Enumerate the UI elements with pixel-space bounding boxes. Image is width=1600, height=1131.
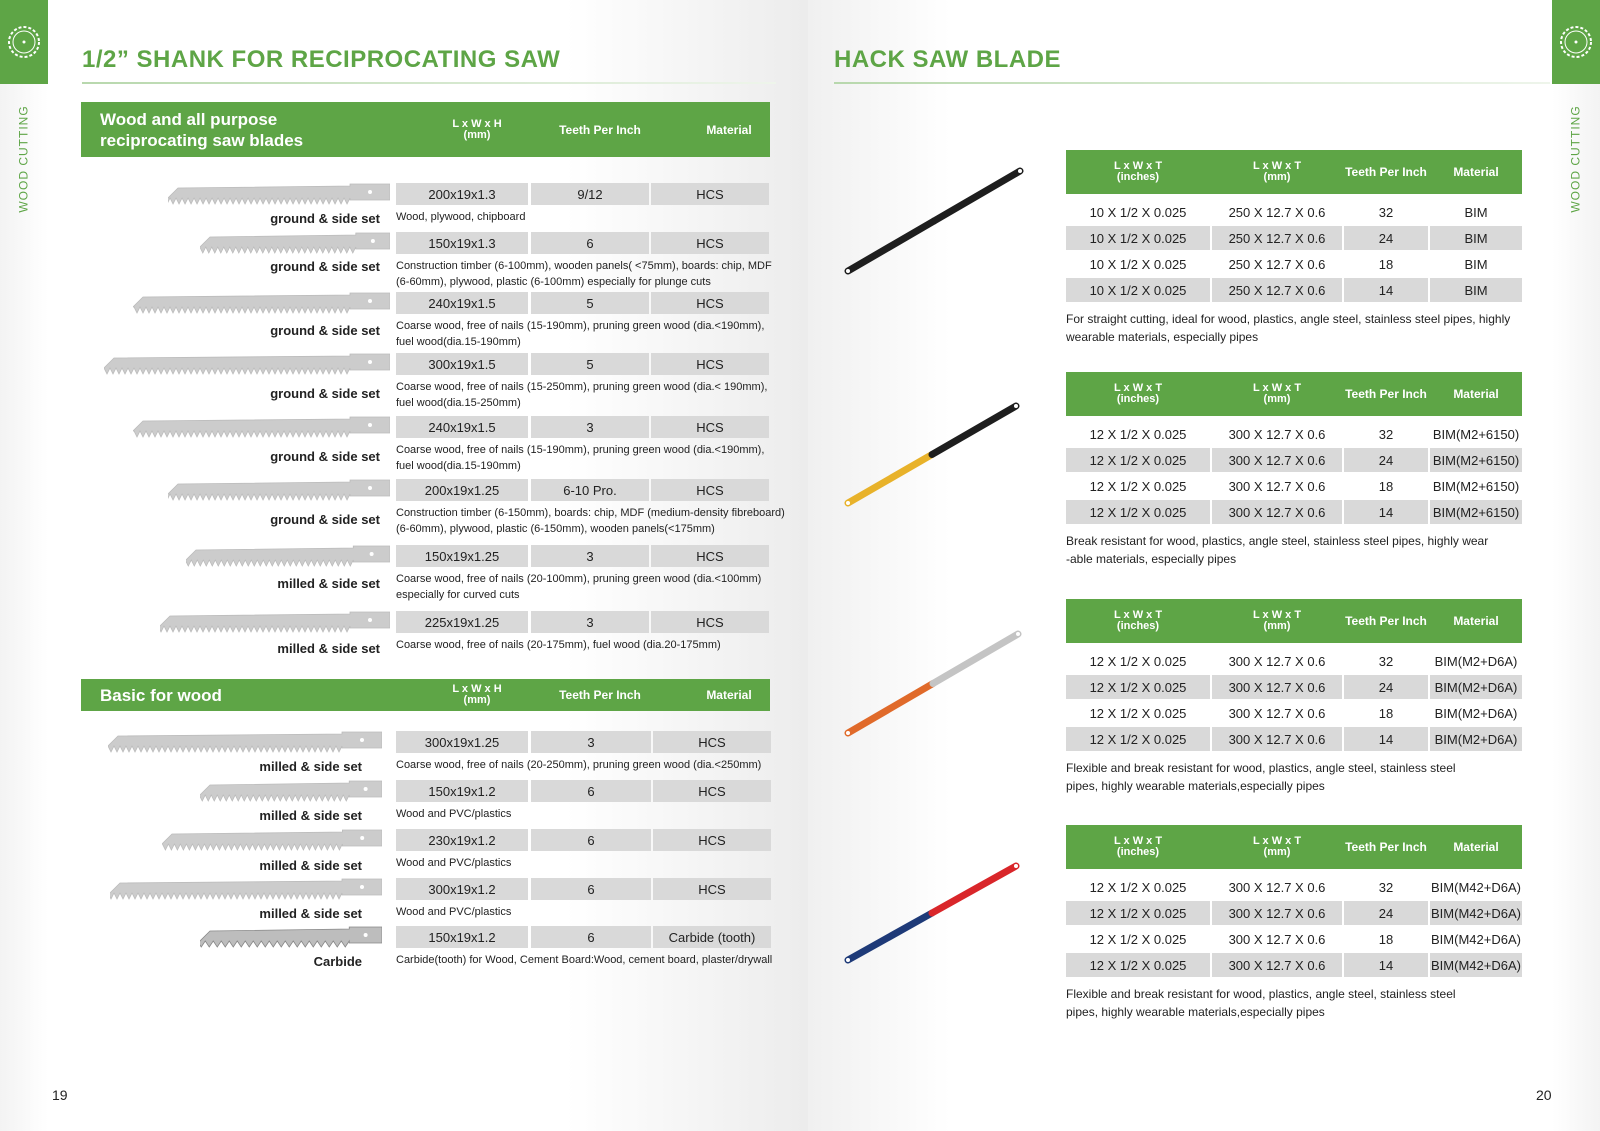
description-line: Wood and PVC/plastics	[396, 808, 512, 820]
material-cell: HCS	[651, 232, 769, 254]
dims-cell: 240x19x1.5	[396, 292, 528, 314]
hacksaw-table-row	[1066, 474, 1522, 498]
hacksaw-table-row	[1066, 226, 1522, 250]
hacksaw-table-row	[1066, 278, 1522, 302]
mm-cell: 300 X 12.7 X 0.6	[1228, 679, 1326, 695]
tpi-cell: 3	[531, 416, 649, 438]
blade-type-label: ground & side set	[270, 386, 380, 401]
inches-cell: 10 X 1/2 X 0.025	[1089, 204, 1187, 220]
inches-cell: 12 X 1/2 X 0.025	[1089, 653, 1187, 669]
material-cell: BIM(M2+D6A)	[1434, 679, 1518, 695]
col-tpi-header: Teeth Per Inch	[559, 122, 641, 137]
section-title: Wood and all purpose reciprocating saw blades	[100, 109, 304, 150]
right-tab-square	[1552, 0, 1600, 84]
material-cell: BIM	[1464, 256, 1488, 272]
blade-description	[396, 571, 761, 603]
tpi-cell: 24	[1378, 452, 1394, 468]
tpi-cell: 6	[531, 878, 651, 900]
hacksaw-table-row	[1066, 422, 1522, 446]
description-line: Wood and PVC/plastics	[396, 906, 512, 918]
reciprocating-blade-image	[200, 231, 390, 255]
material-cell: BIM(M42+D6A)	[1431, 931, 1521, 947]
material-cell: BIM(M42+D6A)	[1431, 905, 1521, 921]
mm-cell: 300 X 12.7 X 0.6	[1228, 426, 1326, 442]
hacksaw-spec-table	[1066, 599, 1522, 793]
col-inches-header: L x W x T (inches)	[1113, 382, 1163, 405]
description-line: Coarse wood, free of nails (15-190mm), pruning green wood (dia.<190mm),	[396, 444, 765, 456]
col-tpi-header: Teeth Per Inch	[1345, 165, 1427, 179]
inches-cell: 12 X 1/2 X 0.025	[1089, 905, 1187, 921]
inches-cell: 12 X 1/2 X 0.025	[1089, 931, 1187, 947]
material-cell: BIM	[1464, 282, 1488, 298]
inches-cell: 12 X 1/2 X 0.025	[1089, 957, 1187, 973]
col-material-header: Material	[1453, 387, 1499, 401]
dims-cell: 150x19x1.3	[396, 232, 528, 254]
dims-cell: 150x19x1.2	[396, 780, 528, 802]
material-cell: HCS	[653, 878, 771, 900]
material-cell: BIM(M2+D6A)	[1434, 705, 1518, 721]
inches-cell: 12 X 1/2 X 0.025	[1089, 452, 1187, 468]
description-line: Flexible and break resistant for wood, plastics, angle steel, stainless steel	[1066, 761, 1456, 775]
section-title: Basic for wood	[100, 685, 222, 705]
hacksaw-table-row	[1066, 252, 1522, 276]
hacksaw-table-row	[1066, 727, 1522, 751]
col-mm-header: L x W x T (mm)	[1252, 835, 1302, 858]
title-rule	[82, 82, 776, 84]
hacksaw-table-row	[1066, 675, 1522, 699]
dims-cell: 200x19x1.3	[396, 183, 528, 205]
col-dims-header: L x W x H (mm)	[452, 117, 502, 141]
material-cell: BIM(M42+D6A)	[1431, 879, 1521, 895]
side-label: WOOD CUTTING	[1569, 105, 1584, 213]
description-line: Coarse wood, free of nails (15-250mm), pruning green wood (dia.< 190mm),	[396, 381, 768, 393]
blade-description	[396, 904, 511, 920]
col-material-header: Material	[1453, 165, 1499, 179]
blade-type-label: milled & side set	[277, 576, 380, 591]
inches-cell: 12 X 1/2 X 0.025	[1089, 478, 1187, 494]
hacksaw-table-row	[1066, 649, 1522, 673]
mm-cell: 300 X 12.7 X 0.6	[1228, 931, 1326, 947]
blade-description	[396, 855, 511, 871]
hacksaw-description	[1066, 759, 1526, 795]
mm-cell: 250 X 12.7 X 0.6	[1228, 230, 1326, 246]
right-side-tab	[1552, 0, 1600, 1131]
material-cell: HCS	[651, 479, 769, 501]
hacksaw-table-row	[1066, 701, 1522, 725]
material-cell: BIM	[1464, 230, 1488, 246]
blade-type-label: Carbide	[313, 954, 362, 969]
blade-description	[396, 757, 761, 773]
description-line: Wood and PVC/plastics	[396, 857, 512, 869]
left-tab-square	[0, 0, 48, 84]
col-material-header: Material	[706, 122, 752, 137]
dims-cell: 150x19x1.25	[396, 545, 528, 567]
tpi-cell: 6	[531, 232, 649, 254]
inches-cell: 12 X 1/2 X 0.025	[1089, 679, 1187, 695]
description-line: pipes, highly wearable materials,especially pipes	[1066, 779, 1325, 793]
tpi-cell: 5	[531, 292, 649, 314]
reciprocating-blade-image	[168, 182, 390, 206]
tpi-cell: 6-10 Pro.	[531, 479, 649, 501]
col-mm-header: L x W x T (mm)	[1252, 160, 1302, 183]
material-cell: HCS	[653, 829, 771, 851]
material-cell: BIM(M2+D6A)	[1434, 731, 1518, 747]
material-cell: BIM(M2+6150)	[1432, 426, 1520, 442]
material-cell: BIM(M2+D6A)	[1434, 653, 1518, 669]
reciprocating-blade-image	[133, 291, 390, 315]
blade-type-label: milled & side set	[277, 641, 380, 656]
hacksaw-description	[1066, 985, 1526, 1021]
col-material-header: Material	[1453, 614, 1499, 628]
blade-type-label: ground & side set	[270, 512, 380, 527]
material-cell: HCS	[651, 292, 769, 314]
tpi-cell: 6	[531, 780, 651, 802]
side-label: WOOD CUTTING	[17, 105, 32, 213]
col-mm-header: L x W x T (mm)	[1252, 382, 1302, 405]
col-mm-header: L x W x T (mm)	[1252, 609, 1302, 632]
description-line: especially for curved cuts	[396, 589, 520, 601]
hacksaw-table-row	[1066, 448, 1522, 472]
hacksaw-table-header	[1066, 825, 1522, 869]
col-inches-header: L x W x T (inches)	[1113, 160, 1163, 183]
material-cell: HCS	[651, 545, 769, 567]
tpi-cell: 24	[1378, 905, 1394, 921]
blade-type-label: milled & side set	[259, 906, 362, 921]
blade-type-label: milled & side set	[259, 808, 362, 823]
dims-cell: 230x19x1.2	[396, 829, 528, 851]
tpi-cell: 18	[1378, 478, 1394, 494]
reciprocating-blade-image	[162, 828, 382, 852]
reciprocating-blade-image	[110, 877, 382, 901]
mm-cell: 300 X 12.7 X 0.6	[1228, 957, 1326, 973]
inches-cell: 10 X 1/2 X 0.025	[1089, 282, 1187, 298]
description-line: Wood, plywood, chipboard	[396, 211, 526, 223]
blade-description	[396, 442, 764, 474]
reciprocating-blade-image	[200, 925, 382, 949]
inches-cell: 12 X 1/2 X 0.025	[1089, 879, 1187, 895]
mm-cell: 300 X 12.7 X 0.6	[1228, 731, 1326, 747]
material-cell: BIM(M42+D6A)	[1431, 957, 1521, 973]
tpi-cell: 6	[531, 829, 651, 851]
inches-cell: 10 X 1/2 X 0.025	[1089, 256, 1187, 272]
section-header-basic-wood	[81, 679, 770, 711]
reciprocating-blade-image	[200, 779, 382, 803]
material-cell: Carbide (tooth)	[653, 926, 771, 948]
hacksaw-table-row	[1066, 927, 1522, 951]
tpi-cell: 24	[1378, 230, 1394, 246]
blade-type-label: milled & side set	[259, 858, 362, 873]
inches-cell: 12 X 1/2 X 0.025	[1089, 705, 1187, 721]
description-line: pipes, highly wearable materials,especially pipes	[1066, 1005, 1325, 1019]
blade-description	[396, 318, 764, 350]
hacksaw-table-row	[1066, 875, 1522, 899]
blade-type-label: ground & side set	[270, 449, 380, 464]
blade-description	[396, 379, 767, 411]
mm-cell: 250 X 12.7 X 0.6	[1228, 256, 1326, 272]
blade-type-label: ground & side set	[270, 259, 380, 274]
description-line: Break resistant for wood, plastics, angle steel, stainless steel pipes, highly wear	[1066, 534, 1489, 548]
description-line: (6-60mm), plywood, plastic (6-100mm) especially for plunge cuts	[396, 276, 711, 288]
mm-cell: 300 X 12.7 X 0.6	[1228, 905, 1326, 921]
description-line: -able materials, especially pipes	[1066, 552, 1237, 566]
dims-cell: 200x19x1.25	[396, 479, 528, 501]
tpi-cell: 14	[1378, 731, 1394, 747]
mm-cell: 300 X 12.7 X 0.6	[1228, 705, 1326, 721]
tpi-cell: 18	[1378, 931, 1394, 947]
blade-description	[396, 209, 525, 225]
saw-disc-icon	[1556, 22, 1596, 62]
reciprocating-blade-image	[104, 352, 390, 376]
hacksaw-blade-image	[836, 852, 1036, 974]
material-cell: HCS	[651, 353, 769, 375]
tpi-cell: 14	[1378, 282, 1394, 298]
inches-cell: 10 X 1/2 X 0.025	[1089, 230, 1187, 246]
tpi-cell: 5	[531, 353, 649, 375]
material-cell: HCS	[653, 731, 771, 753]
col-tpi-header: Teeth Per Inch	[1345, 387, 1427, 401]
dims-cell: 150x19x1.2	[396, 926, 528, 948]
dims-cell: 300x19x1.25	[396, 731, 528, 753]
tpi-cell: 3	[531, 731, 651, 753]
material-cell: HCS	[651, 416, 769, 438]
hacksaw-table-header	[1066, 150, 1522, 194]
dims-cell: 300x19x1.5	[396, 353, 528, 375]
mm-cell: 300 X 12.7 X 0.6	[1228, 478, 1326, 494]
blade-description	[396, 952, 772, 968]
col-dims-header: L x W x H (mm)	[452, 683, 502, 706]
description-line: fuel wood(dia.15-190mm)	[396, 460, 521, 472]
tpi-cell: 14	[1378, 957, 1394, 973]
tpi-cell: 18	[1378, 256, 1394, 272]
page-title: 1/2” SHANK FOR RECIPROCATING SAW	[82, 46, 561, 73]
col-tpi-header: Teeth Per Inch	[1345, 840, 1427, 854]
description-line: fuel wood(dia.15-250mm)	[396, 397, 521, 409]
blade-description	[396, 806, 511, 822]
description-line: For straight cutting, ideal for wood, plastics, angle steel, stainless steel pipes, highly	[1066, 312, 1511, 326]
hacksaw-description	[1066, 310, 1526, 346]
tpi-cell: 3	[531, 611, 649, 633]
reciprocating-blade-image	[133, 415, 390, 439]
reciprocating-blade-image	[160, 610, 390, 634]
tpi-cell: 3	[531, 545, 649, 567]
tpi-cell: 9/12	[531, 183, 649, 205]
section-header-wood-all-purpose	[81, 102, 770, 157]
dims-cell: 240x19x1.5	[396, 416, 528, 438]
inches-cell: 12 X 1/2 X 0.025	[1089, 504, 1187, 520]
col-material-header: Material	[706, 688, 752, 702]
material-cell: HCS	[651, 611, 769, 633]
description-line: Construction timber (6-100mm), wooden panels( <75mm), boards: chip, MDF	[396, 260, 772, 272]
page-title: HACK SAW BLADE	[834, 46, 1061, 73]
mm-cell: 250 X 12.7 X 0.6	[1228, 204, 1326, 220]
hacksaw-table-header	[1066, 599, 1522, 643]
description-line: (6-60mm), plywood, plastic (6-150mm), wooden panels(<175mm)	[396, 523, 715, 535]
description-line: Coarse wood, free of nails (20-250mm), pruning green wood (dia.<250mm)	[396, 759, 762, 771]
material-cell: HCS	[653, 780, 771, 802]
hacksaw-spec-table	[1066, 150, 1522, 344]
saw-disc-icon	[4, 22, 44, 62]
blade-type-label: ground & side set	[270, 211, 380, 226]
col-inches-header: L x W x T (inches)	[1113, 609, 1163, 632]
description-line: Coarse wood, free of nails (20-175mm), fuel wood (dia.20-175mm)	[396, 639, 721, 651]
mm-cell: 300 X 12.7 X 0.6	[1228, 653, 1326, 669]
col-tpi-header: Teeth Per Inch	[1345, 614, 1427, 628]
material-cell: BIM	[1464, 204, 1488, 220]
hacksaw-table-header	[1066, 372, 1522, 416]
material-cell: BIM(M2+6150)	[1432, 504, 1520, 520]
blade-type-label: milled & side set	[259, 759, 362, 774]
reciprocating-blade-image	[168, 478, 390, 502]
left-side-tab	[0, 0, 48, 1131]
description-line: Coarse wood, free of nails (20-100mm), pruning green wood (dia.<100mm)	[396, 573, 762, 585]
tpi-cell: 18	[1378, 705, 1394, 721]
page-number: 20	[1536, 1087, 1552, 1103]
mm-cell: 300 X 12.7 X 0.6	[1228, 452, 1326, 468]
blade-description	[396, 637, 721, 653]
dims-cell: 225x19x1.25	[396, 611, 528, 633]
page-number: 19	[52, 1087, 68, 1103]
mm-cell: 250 X 12.7 X 0.6	[1228, 282, 1326, 298]
title-rule	[834, 82, 1550, 84]
reciprocating-blade-image	[186, 544, 390, 568]
hacksaw-table-row	[1066, 500, 1522, 524]
hacksaw-description	[1066, 532, 1526, 568]
description-line: Coarse wood, free of nails (15-190mm), pruning green wood (dia.<190mm),	[396, 320, 765, 332]
material-cell: BIM(M2+6150)	[1432, 478, 1520, 494]
mm-cell: 300 X 12.7 X 0.6	[1228, 504, 1326, 520]
hacksaw-spec-table	[1066, 372, 1522, 566]
dims-cell: 300x19x1.2	[396, 878, 528, 900]
tpi-cell: 24	[1378, 679, 1394, 695]
description-line: Flexible and break resistant for wood, plastics, angle steel, stainless steel	[1066, 987, 1456, 1001]
hacksaw-spec-table	[1066, 825, 1522, 1019]
col-material-header: Material	[1453, 840, 1499, 854]
blade-type-label: ground & side set	[270, 323, 380, 338]
tpi-cell: 32	[1378, 653, 1394, 669]
hacksaw-blade-image	[836, 620, 1036, 747]
hacksaw-blade-image	[836, 157, 1036, 285]
description-line: fuel wood(dia.15-190mm)	[396, 336, 521, 348]
material-cell: BIM(M2+6150)	[1432, 452, 1520, 468]
col-inches-header: L x W x T (inches)	[1113, 835, 1163, 858]
reciprocating-blade-image	[108, 730, 382, 754]
description-line: Construction timber (6-150mm), boards: chip, MDF (medium-density fibreboard)	[396, 507, 785, 519]
hacksaw-table-row	[1066, 901, 1522, 925]
tpi-cell: 6	[531, 926, 651, 948]
tpi-cell: 32	[1378, 879, 1394, 895]
hacksaw-table-row	[1066, 200, 1522, 224]
col-tpi-header: Teeth Per Inch	[559, 688, 641, 702]
tpi-cell: 32	[1378, 426, 1394, 442]
blade-description	[396, 258, 772, 290]
description-line: wearable materials, especially pipes	[1066, 330, 1259, 344]
hacksaw-table-row	[1066, 953, 1522, 977]
tpi-cell: 32	[1378, 204, 1394, 220]
mm-cell: 300 X 12.7 X 0.6	[1228, 879, 1326, 895]
description-line: Carbide(tooth) for Wood, Cement Board:Wood, cement board, plaster/drywall	[396, 954, 773, 966]
material-cell: HCS	[651, 183, 769, 205]
hacksaw-blade-image	[836, 392, 1036, 517]
inches-cell: 12 X 1/2 X 0.025	[1089, 731, 1187, 747]
tpi-cell: 14	[1378, 504, 1394, 520]
blade-description	[396, 505, 785, 537]
inches-cell: 12 X 1/2 X 0.025	[1089, 426, 1187, 442]
